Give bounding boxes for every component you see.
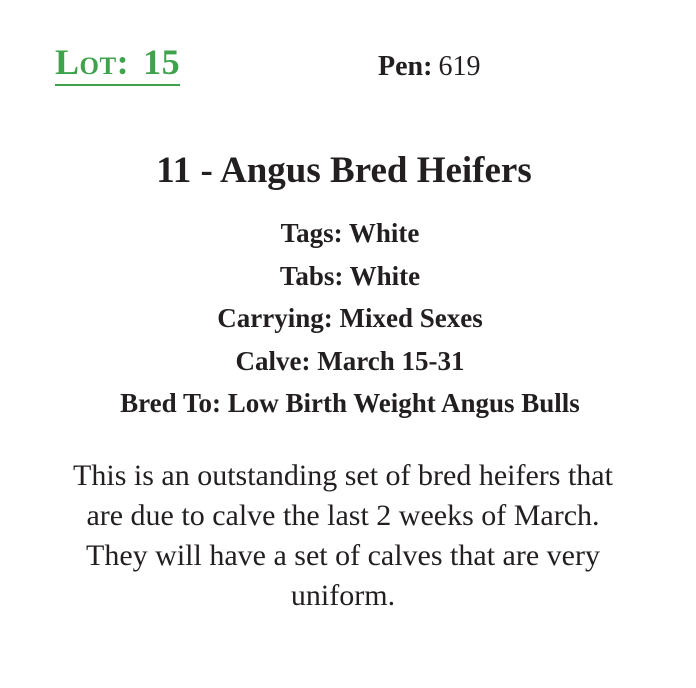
lot-title: 11 - Angus Bred Heifers bbox=[156, 150, 532, 191]
lot-description: This is an outstanding set of bred heifers that are due to calve the last 2 weeks of March. They will have a set of calves that are very uniform. bbox=[73, 459, 613, 612]
lot-number: 15 bbox=[143, 42, 181, 82]
detail-tabs: Tabs: White bbox=[279, 260, 421, 291]
pen-label: Pen: bbox=[378, 51, 433, 82]
lot-heading bbox=[55, 40, 180, 86]
lot-label: Lot: bbox=[55, 42, 130, 82]
pen-number: 619 bbox=[438, 51, 481, 82]
detail-tags: Tags: White bbox=[280, 218, 420, 248]
lot-details-list bbox=[0, 212, 696, 425]
detail-carrying: Carrying: Mixed Sexes bbox=[217, 303, 483, 333]
detail-bred-to: Bred To: Low Birth Weight Angus Bulls bbox=[120, 388, 580, 418]
detail-calve: Calve: March 15-31 bbox=[235, 345, 465, 376]
pen-info bbox=[378, 50, 480, 84]
